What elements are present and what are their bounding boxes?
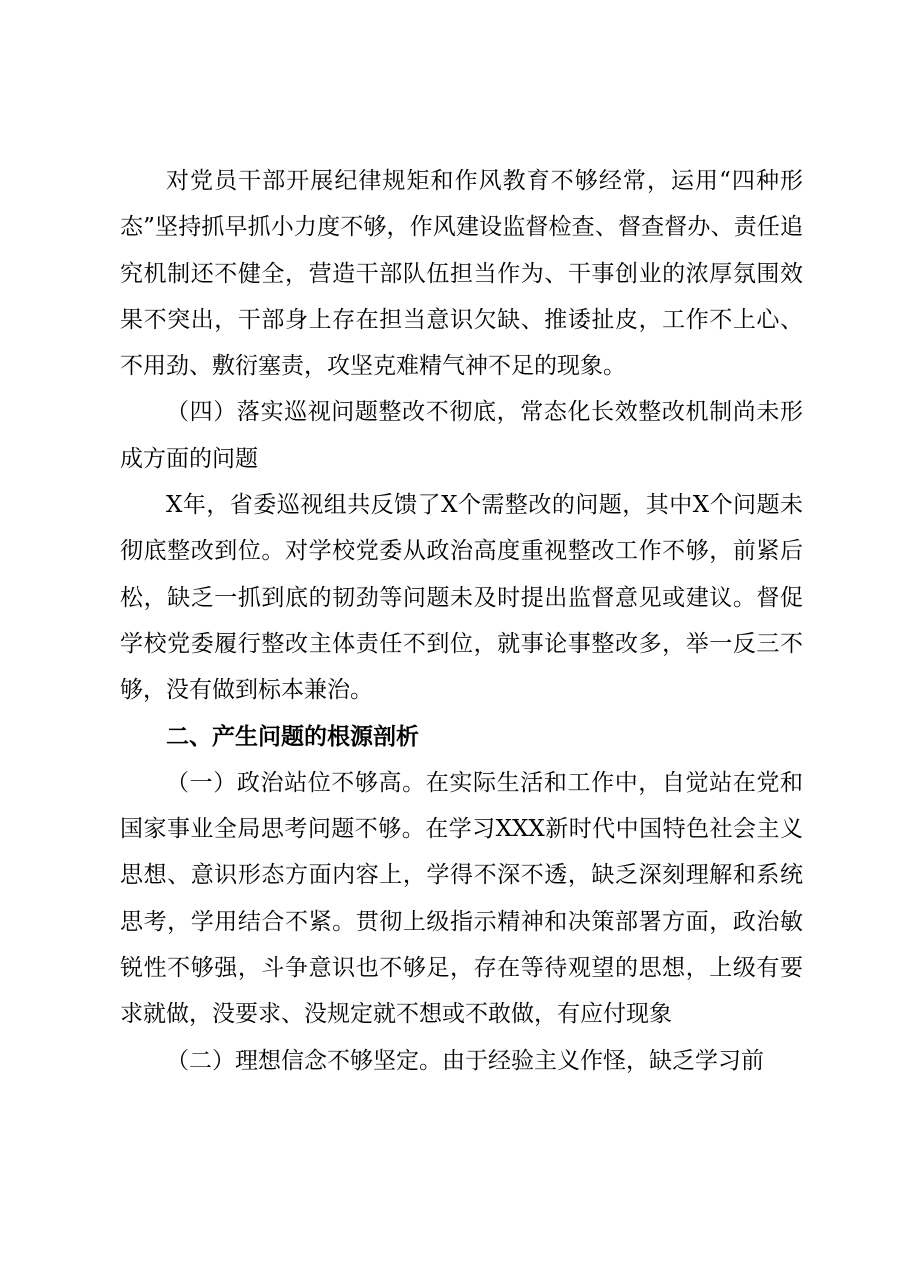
paragraph-inspection-rectification: X年，省委巡视组共反馈了X个需整改的问题，其中X个问题未彻底整改到位。对学校党委从政治高度重视整改工作不够，前紧后松，缺乏一抓到底的韧劲等问题未及时提出监督意见或建议。督促学校党委履行整改主体责任不到位，就事论事整改多，举一反三不够，没有做到标本兼治。	[120, 492, 803, 704]
chapter-heading-root-cause: 二、产生问题的根源剖析	[166, 723, 419, 750]
paragraph-ideals-beliefs: （二）理想信念不够坚定。由于经验主义作怪，缺乏学习前	[166, 1047, 764, 1074]
paragraph-work-style: 对党员干部开展纪律规矩和作风教育不够经常，运用“四种形态”坚持抓早抓小力度不够，作风建设监督检查、督查督办、责任追究机制还不健全，营造干部队伍担当作为、干事创业的浓厚氛围效果不突出，干部身上存在担当意识欠缺、推诿扯皮，工作不上心、不用劲、敷衍塞责，攻坚克难精气神不足的现象。	[120, 168, 803, 380]
document-page	[120, 158, 803, 1084]
section-heading-rectification: （四）落实巡视问题整改不彻底，常态化长效整改机制尚未形成方面的问题	[120, 399, 803, 472]
paragraph-political-standing: （一）政治站位不够高。在实际生活和工作中，自觉站在党和国家事业全局思考问题不够。在学习XXX新时代中国特色社会主义思想、意识形态方面内容上，学得不深不透，缺乏深刻理解和系统思考，学用结合不紧。贯彻上级指示精神和决策部署方面，政治敏锐性不够强，斗争意识也不够足，存在等待观望的思想，上级有要求就做，没要求、没规定就不想或不敢做，有应付现象	[120, 769, 803, 1028]
